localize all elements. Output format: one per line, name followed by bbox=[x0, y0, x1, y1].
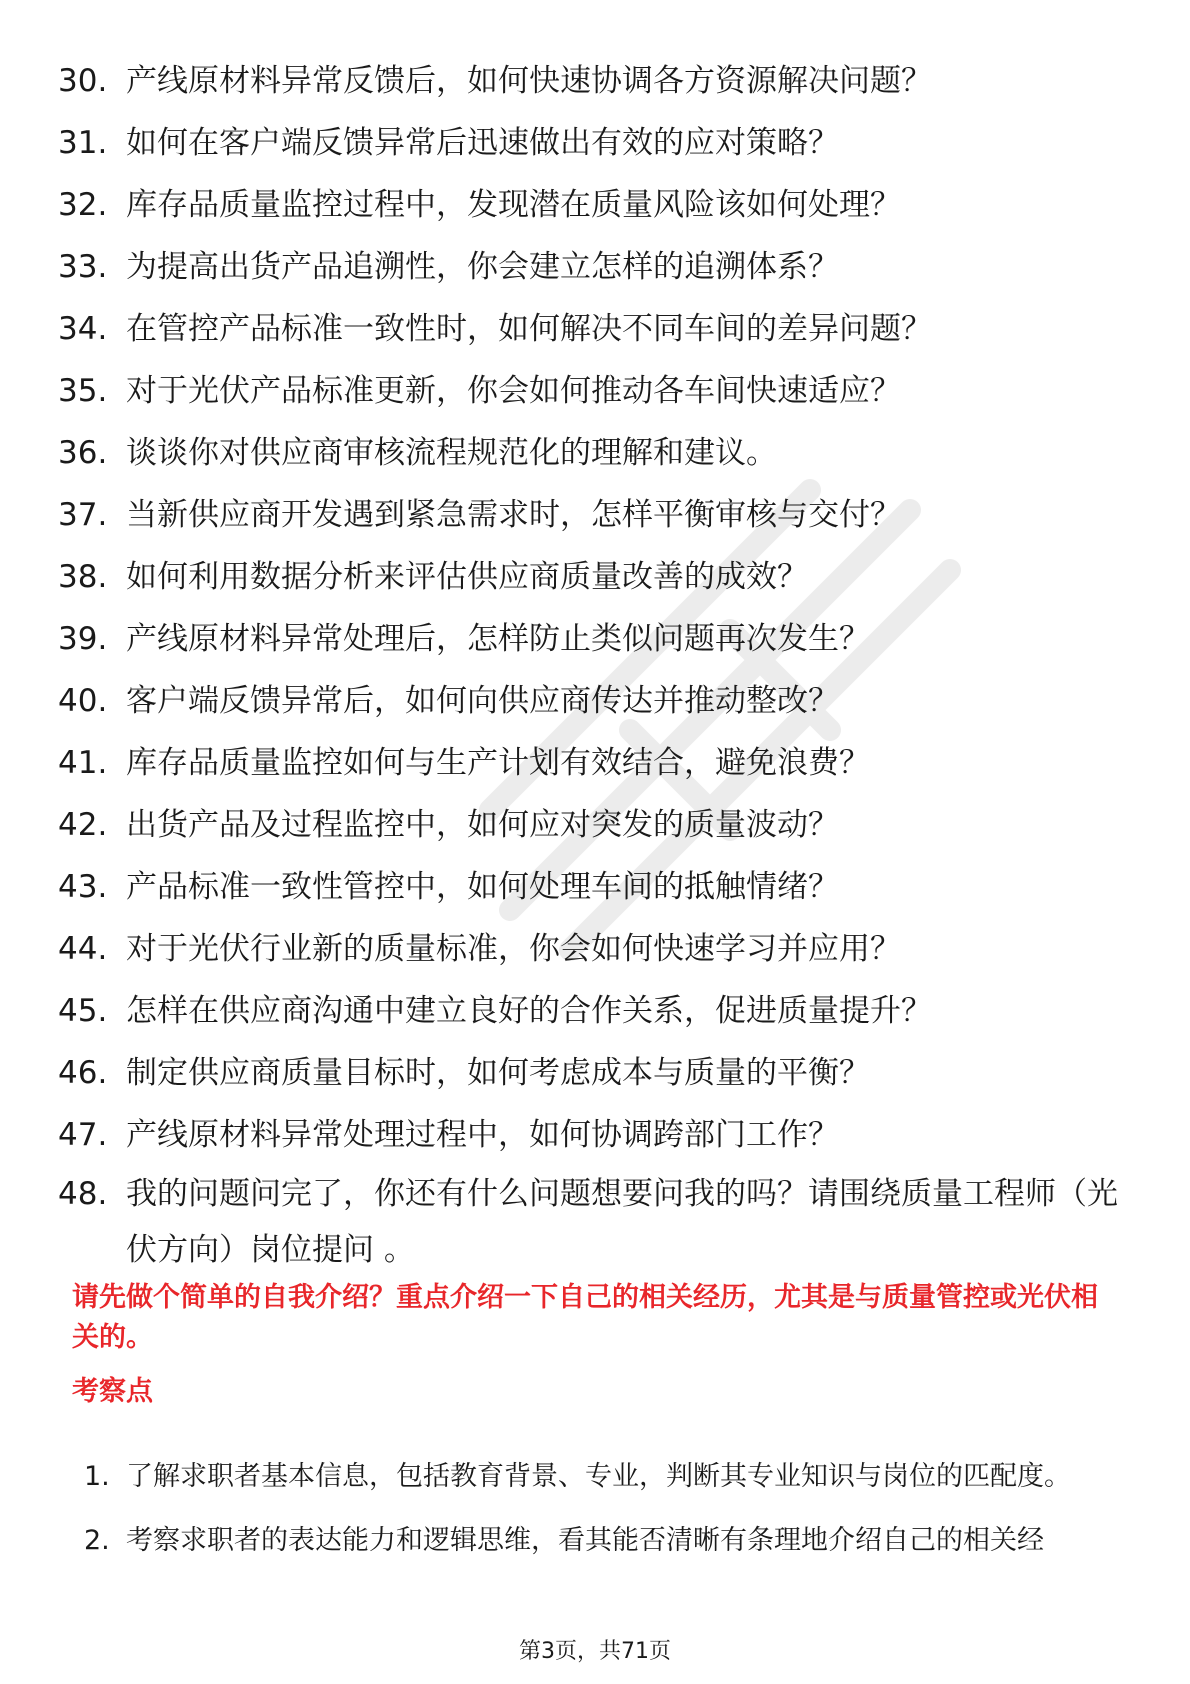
list-item bbox=[58, 298, 1138, 360]
question-number: 33. bbox=[58, 249, 108, 285]
list-item bbox=[58, 980, 1138, 1042]
list-item bbox=[84, 1448, 1124, 1506]
question-text: 怎样在供应商沟通中建立良好的合作关系，促进质量提升？ bbox=[126, 993, 932, 1029]
list-item bbox=[58, 360, 1138, 422]
list-item bbox=[58, 50, 1138, 112]
question-number: 47. bbox=[58, 1117, 108, 1153]
list-item bbox=[58, 608, 1138, 670]
question-text: 当新供应商开发遇到紧急需求时，怎样平衡审核与交付？ bbox=[126, 497, 901, 533]
list-item bbox=[58, 422, 1138, 484]
point-number: 2. bbox=[84, 1525, 110, 1556]
question-number: 42. bbox=[58, 807, 108, 843]
list-item bbox=[58, 670, 1138, 732]
list-item bbox=[58, 236, 1138, 298]
question-number: 44. bbox=[58, 931, 108, 967]
question-text: 谈谈你对供应商审核流程规范化的理解和建议。 bbox=[126, 435, 777, 471]
question-number: 35. bbox=[58, 373, 108, 409]
question-number: 45. bbox=[58, 993, 108, 1029]
list-item bbox=[58, 1042, 1138, 1104]
question-text: 产线原材料异常处理后，怎样防止类似问题再次发生？ bbox=[126, 621, 870, 657]
list-item bbox=[58, 918, 1138, 980]
question-number: 46. bbox=[58, 1055, 108, 1091]
question-number: 43. bbox=[58, 869, 108, 905]
question-number: 30. bbox=[58, 63, 108, 99]
question-number: 34. bbox=[58, 311, 108, 347]
question-number: 36. bbox=[58, 435, 108, 471]
question-text: 对于光伏产品标准更新，你会如何推动各车间快速适应？ bbox=[126, 373, 901, 409]
section-heading: 请先做个简单的自我介绍？重点介绍一下自己的相关经历，尤其是与质量管控或光伏相关的。 bbox=[72, 1282, 1098, 1353]
question-number: 41. bbox=[58, 745, 108, 781]
question-text: 制定供应商质量目标时，如何考虑成本与质量的平衡？ bbox=[126, 1055, 870, 1091]
question-text: 库存品质量监控如何与生产计划有效结合，避免浪费？ bbox=[126, 745, 870, 781]
question-text: 如何利用数据分析来评估供应商质量改善的成效？ bbox=[126, 559, 808, 595]
question-text: 客户端反馈异常后，如何向供应商传达并推动整改？ bbox=[126, 683, 839, 719]
list-item bbox=[58, 732, 1138, 794]
question-text: 产品标准一致性管控中，如何处理车间的抵触情绪？ bbox=[126, 869, 839, 905]
question-number: 39. bbox=[58, 621, 108, 657]
list-item bbox=[58, 856, 1138, 918]
question-number: 38. bbox=[58, 559, 108, 595]
question-number: 40. bbox=[58, 683, 108, 719]
question-list bbox=[58, 50, 1138, 1278]
question-text: 为提高出货产品追溯性，你会建立怎样的追溯体系？ bbox=[126, 249, 839, 285]
list-item bbox=[58, 794, 1138, 856]
question-number: 32. bbox=[58, 187, 108, 223]
point-number: 1. bbox=[84, 1461, 110, 1492]
list-item bbox=[58, 484, 1138, 546]
list-item bbox=[58, 174, 1138, 236]
list-item bbox=[84, 1512, 1124, 1570]
question-text: 库存品质量监控过程中，发现潜在质量风险该如何处理？ bbox=[126, 187, 901, 223]
question-number: 31. bbox=[58, 125, 108, 161]
points-heading: 考察点 bbox=[72, 1376, 153, 1407]
list-item bbox=[58, 1166, 1138, 1278]
question-text: 产线原材料异常反馈后，如何快速协调各方资源解决问题？ bbox=[126, 63, 932, 99]
points-list bbox=[84, 1448, 1124, 1576]
question-number: 37. bbox=[58, 497, 108, 533]
list-item bbox=[58, 1104, 1138, 1166]
list-item bbox=[58, 112, 1138, 174]
question-number: 48. bbox=[58, 1176, 108, 1212]
point-text: 了解求职者基本信息，包括教育背景、专业，判断其专业知识与岗位的匹配度。 bbox=[126, 1461, 1071, 1492]
question-text: 出货产品及过程监控中，如何应对突发的质量波动？ bbox=[126, 807, 839, 843]
page-footer: 第3页，共71页 bbox=[519, 1639, 671, 1664]
point-text: 考察求职者的表达能力和逻辑思维，看其能否清晰有条理地介绍自己的相关经 bbox=[126, 1525, 1044, 1556]
question-text: 我的问题问完了，你还有什么问题想要问我的吗？请围绕质量工程师（光伏方向）岗位提问 。 bbox=[126, 1176, 1118, 1268]
question-text: 如何在客户端反馈异常后迅速做出有效的应对策略？ bbox=[126, 125, 839, 161]
question-text: 在管控产品标准一致性时，如何解决不同车间的差异问题？ bbox=[126, 311, 932, 347]
question-text: 对于光伏行业新的质量标准，你会如何快速学习并应用？ bbox=[126, 931, 901, 967]
question-text: 产线原材料异常处理过程中，如何协调跨部门工作？ bbox=[126, 1117, 839, 1153]
list-item bbox=[58, 546, 1138, 608]
